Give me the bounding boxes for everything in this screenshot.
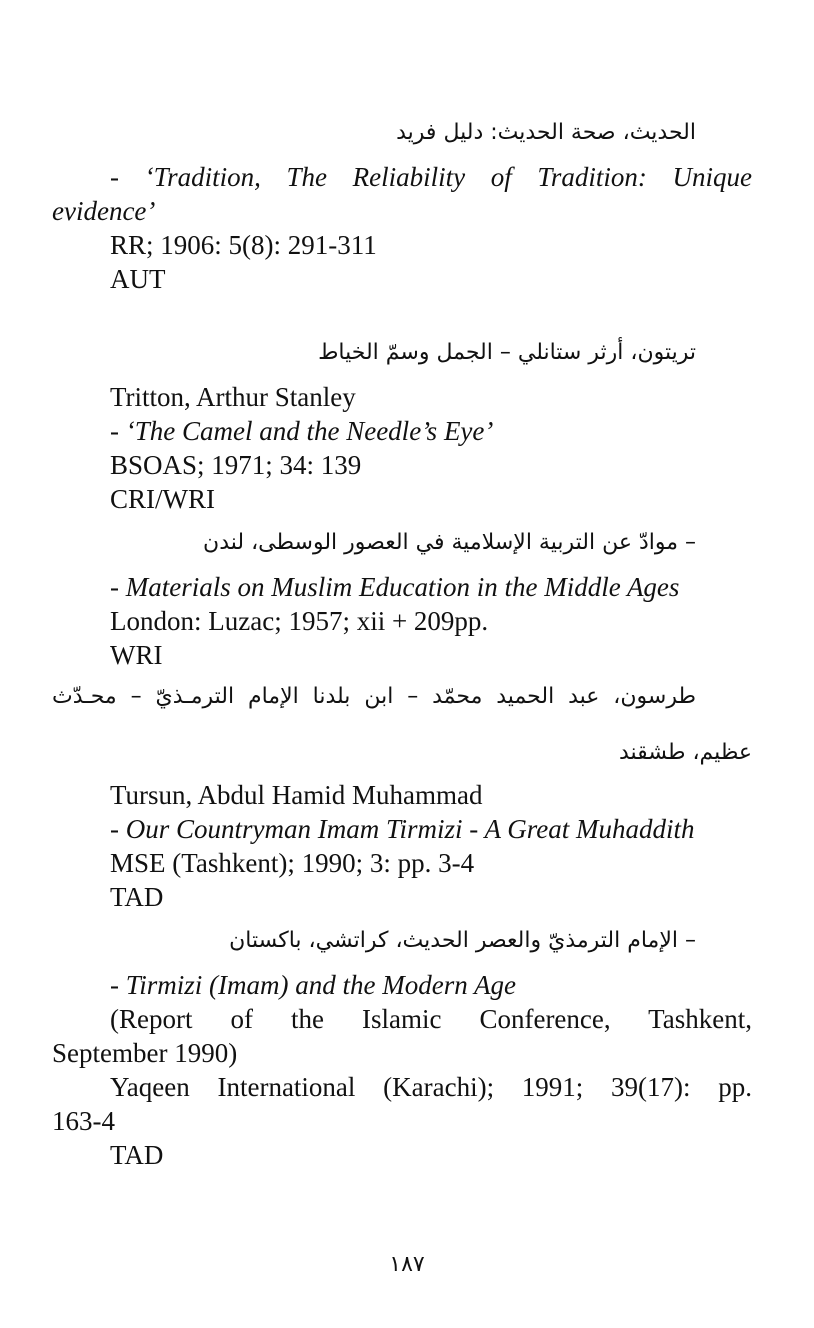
entry-note-line2: September 1990) bbox=[52, 1038, 238, 1068]
entry-author: Tritton, Arthur Stanley bbox=[110, 382, 356, 412]
entry-title-line2: evidence’ bbox=[52, 196, 156, 226]
entry-title-line1: - ‘Tradition, The Reliability of Tradition: Unique bbox=[110, 162, 752, 192]
entry-title: - Materials on Muslim Education in the Middle Ages bbox=[110, 572, 680, 602]
entry-note-line1: (Report of the Islamic Conference, Tashkent, bbox=[110, 1004, 752, 1034]
arabic-author-header-line2: عظيم، طشقند bbox=[619, 740, 752, 765]
entry-title: - Tirmizi (Imam) and the Modern Age bbox=[110, 970, 516, 1000]
entry-source: RR; 1906: 5(8): 291-311 bbox=[110, 230, 377, 260]
arabic-title: الحديث، صحة الحديث: دليل فريد bbox=[396, 120, 696, 145]
entry-source: London: Luzac; 1957; xii + 209pp. bbox=[110, 606, 489, 636]
entry-title: - Our Countryman Imam Tirmizi - A Great Muhaddith bbox=[110, 814, 695, 844]
entry-source: BSOAS; 1971; 34: 139 bbox=[110, 450, 362, 480]
entry-code: WRI bbox=[110, 640, 163, 670]
entry-code: TAD bbox=[110, 1140, 164, 1170]
page-number: ١٨٧ bbox=[389, 1252, 425, 1277]
arabic-title: – الإمام الترمذيّ والعصر الحديث، كراتشي، باكستان bbox=[229, 928, 696, 953]
arabic-author-header-line1: طرسون، عبد الحميد محمّد – ابن بلدنا الإمام الترمـذيّ – محـدّث bbox=[52, 684, 696, 709]
entry-source-line1: Yaqeen International (Karachi); 1991; 39(17): pp. bbox=[110, 1072, 752, 1102]
arabic-author-header: تريتون، أرثر ستانلي – الجمل وسمّ الخياط bbox=[318, 340, 696, 365]
entry-source-line2: 163-4 bbox=[52, 1106, 115, 1136]
entry-code: TAD bbox=[110, 882, 164, 912]
arabic-title: – موادّ عن التربية الإسلامية في العصور الوسطى، لندن bbox=[203, 530, 696, 555]
entry-code: CRI/WRI bbox=[110, 484, 215, 514]
entry-code: AUT bbox=[110, 264, 166, 294]
entry-author: Tursun, Abdul Hamid Muhammad bbox=[110, 780, 483, 810]
entry-title: - ‘The Camel and the Needle’s Eye’ bbox=[110, 416, 494, 446]
entry-source: MSE (Tashkent); 1990; 3: pp. 3-4 bbox=[110, 848, 475, 878]
